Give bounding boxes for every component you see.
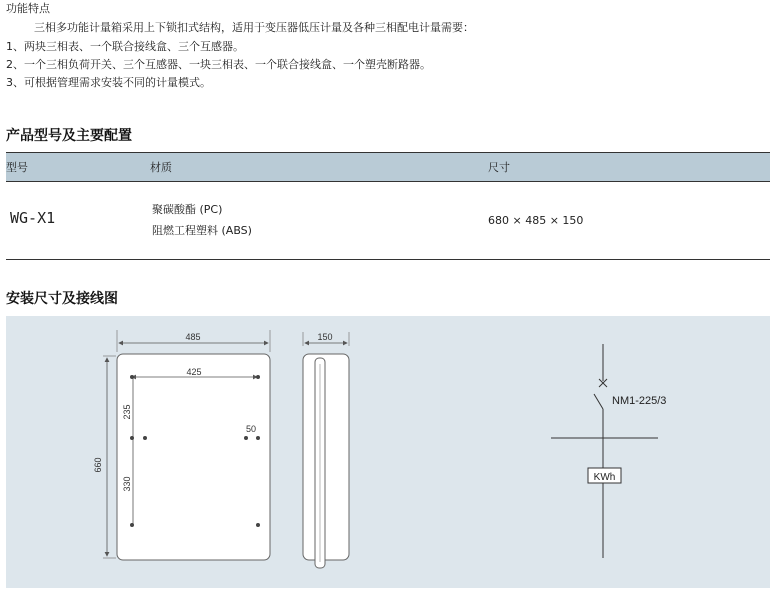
height-dimension-label: 660 (93, 457, 103, 473)
front-view-box (117, 354, 270, 560)
install-diagram-panel (6, 316, 770, 588)
column-header-material: 材质 (150, 161, 172, 174)
install-heading: 安装尺寸及接线图 (6, 291, 118, 307)
size-value: 680 × 485 × 150 (488, 214, 584, 227)
config-table-header (6, 152, 770, 182)
mounting-hole (256, 523, 260, 527)
config-heading: 产品型号及主要配置 (6, 128, 132, 144)
mounting-hole (256, 436, 260, 440)
meter-label: KWh (593, 472, 616, 483)
install-diagram (6, 316, 770, 588)
column-header-model: 型号 (6, 161, 28, 174)
lower-dimension-label: 330 (122, 476, 132, 492)
offset-dimension-label: 50 (246, 424, 257, 434)
mounting-hole (130, 375, 134, 379)
feature-item-3: 3、可根据管理需求安装不同的计量模式。 (6, 76, 211, 89)
material-value-2: 阻燃工程塑料 (ABS) (152, 224, 252, 237)
width-dimension-label: 485 (185, 332, 201, 342)
breaker-label: NM1-225/3 (612, 395, 667, 407)
upper-dimension-label: 235 (122, 404, 132, 420)
mounting-hole (244, 436, 248, 440)
model-value: WG-X1 (10, 209, 56, 227)
hole-span-label: 425 (186, 367, 202, 377)
breaker-switch (594, 394, 603, 409)
mounting-hole (130, 436, 134, 440)
side-view-box (303, 354, 349, 560)
features-title: 功能特点 (6, 2, 50, 15)
table-bottom-rule (6, 259, 770, 260)
features-intro: 三相多功能计量箱采用上下锁扣式结构，适用于变压器低压计量及各种三相配电计量需要： (34, 21, 474, 34)
column-header-size: 尺寸 (488, 161, 510, 174)
material-value-1: 聚碳酸酯 (PC) (152, 203, 223, 216)
mounting-hole (130, 523, 134, 527)
mounting-hole (143, 436, 147, 440)
mounting-hole (256, 375, 260, 379)
feature-item-2: 2、一个三相负荷开关、三个互感器、一块三相表、一个联合接线盒、一个塑壳断路器。 (6, 58, 431, 71)
feature-item-1: 1、两块三相表、一个联合接线盒、三个互感器。 (6, 40, 244, 53)
depth-dimension-label: 150 (317, 332, 333, 342)
